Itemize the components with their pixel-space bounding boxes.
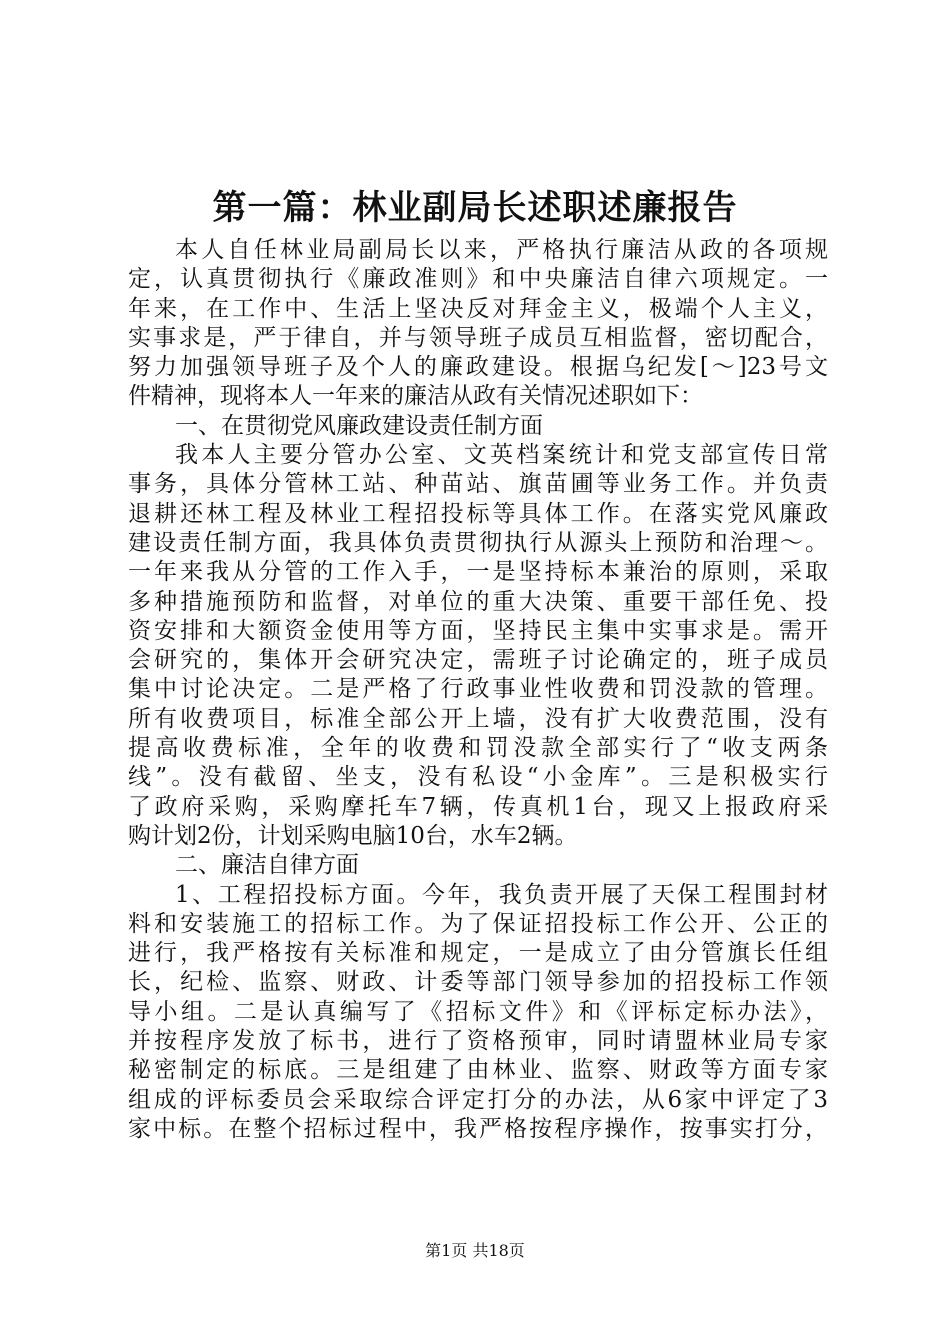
page-footer: 第1页 共18页 (425, 1241, 525, 1260)
body-line: 家中标。在整个招标过程中，我严格按程序操作，按事实打分， (128, 1115, 828, 1142)
document-title: 第一篇：林业副局长述职述廉报告 (212, 188, 738, 228)
body-line: 组成的评标委员会采取综合评定打分的办法，从6家中评定了3 (128, 1086, 828, 1113)
body-line: 事务，具体分管林工站、种苗站、旗苗圃等业务工作。并负责 (128, 471, 828, 498)
body-line: 本人自任林业局副局长以来，严格执行廉洁从政的各项规 (175, 237, 828, 263)
body-line: 退耕还林工程及林业工程招投标等具体工作。在落实党风廉政 (128, 500, 828, 527)
body-line: 提高收费标准，全年的收费和罚没款全部实行了“收支两条 (128, 735, 828, 762)
body-line: 秘密制定的标底。三是组建了由林业、监察、财政等方面专家 (128, 1057, 828, 1084)
body-line: 定，认真贯彻执行《廉政准则》和中央廉洁自律六项规定。一 (128, 266, 828, 293)
body-line: 二、廉洁自律方面 (175, 852, 359, 879)
body-line: 1、工程招投标方面。今年，我负责开展了天保工程围封材 (175, 881, 828, 908)
document-body (128, 236, 828, 1144)
body-line: 长，纪检、监察、财政、计委等部门领导参加的招投标工作领 (128, 969, 828, 996)
body-line: 我本人主要分管办公室、文英档案统计和党支部宣传日常 (175, 442, 828, 469)
body-line: 年来，在工作中、生活上坚决反对拜金主义，极端个人主义， (128, 295, 828, 322)
body-line: 一年来我从分管的工作入手，一是坚持标本兼治的原则，采取 (128, 559, 828, 586)
body-line: 所有收费项目，标准全部公开上墙，没有扩大收费范围，没有 (128, 705, 828, 732)
body-line: 实事求是，严于律自，并与领导班子成员互相监督，密切配合， (128, 324, 828, 351)
body-line: 多种措施预防和监督，对单位的重大决策、重要干部任免、投 (128, 588, 828, 615)
body-line: 集中讨论决定。二是严格了行政事业性收费和罚没款的管理。 (128, 676, 828, 703)
body-line: 导小组。二是认真编写了《招标文件》和《评标定标办法》， (128, 998, 828, 1025)
body-line: 努力加强领导班子及个人的廉政建设。根据乌纪发[～]23号文 (128, 354, 828, 381)
body-line: 料和安装施工的招标工作。为了保证招投标工作公开、公正的 (128, 910, 828, 937)
body-line: 资安排和大额资金使用等方面，坚持民主集中实事求是。需开 (128, 617, 828, 644)
body-line: 进行，我严格按有关标准和规定，一是成立了由分管旗长任组 (128, 940, 828, 967)
body-line: 一、在贯彻党风廉政建设责任制方面 (175, 412, 543, 439)
body-line: 建设责任制方面，我具体负责贯彻执行从源头上预防和治理～。 (128, 529, 828, 556)
body-line: 并按程序发放了标书，进行了资格预审，同时请盟林业局专家 (128, 1028, 828, 1055)
body-line: 会研究的，集体开会研究决定，需班子讨论确定的，班子成员 (128, 647, 828, 674)
body-line: 购计划2份，计划采购电脑10台，水车2辆。 (128, 822, 578, 849)
body-line: 了政府采购，采购摩托车7辆，传真机1台，现又上报政府采 (128, 793, 828, 820)
body-line: 件精神，现将本人一年来的廉洁从政有关情况述职如下： (128, 383, 703, 410)
body-line: 线”。没有截留、坐支，没有私设“小金库”。三是积极实行 (128, 764, 828, 791)
